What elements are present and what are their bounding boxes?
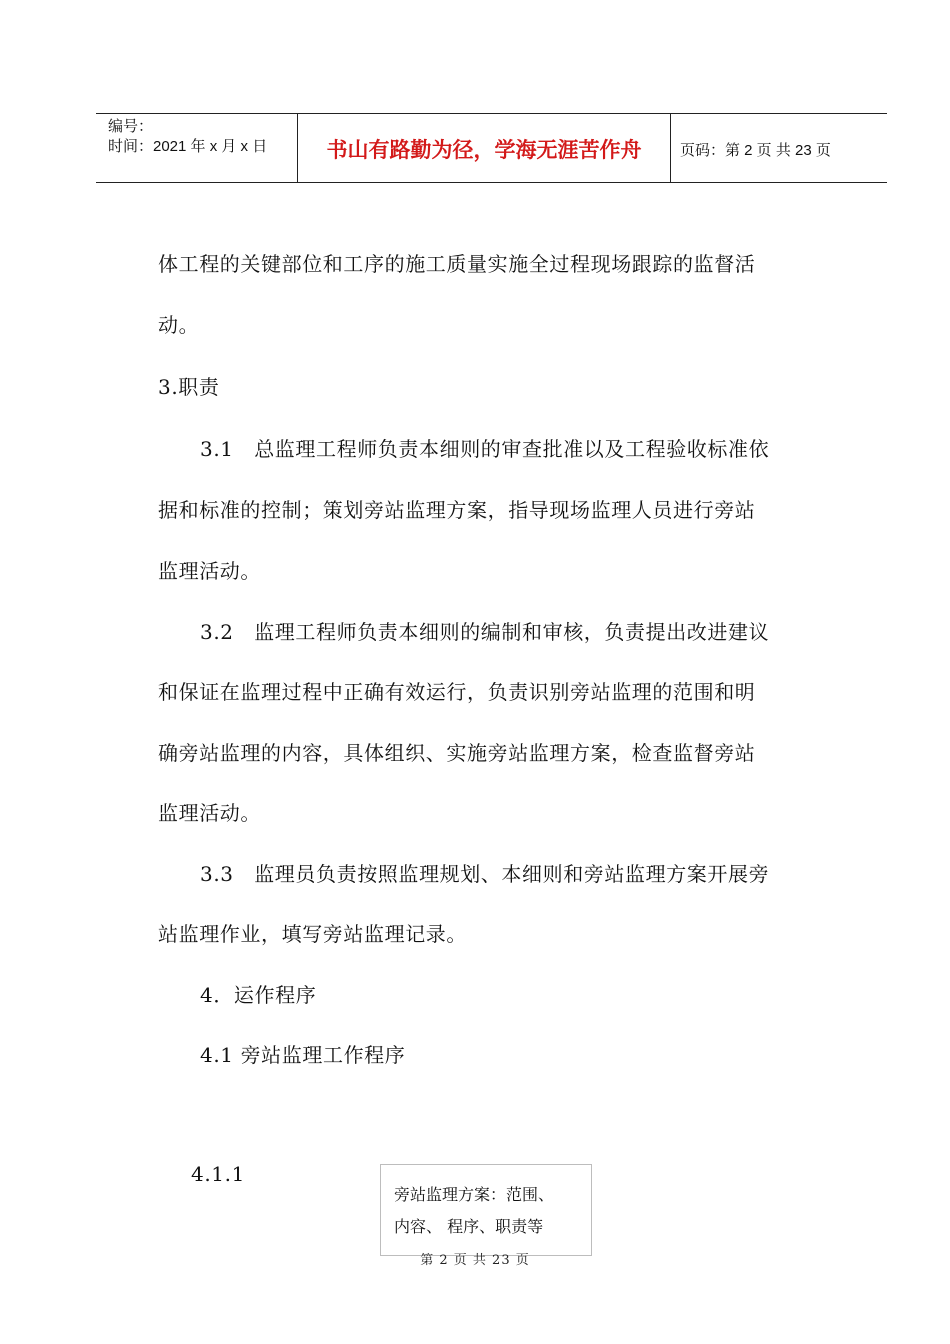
- header-divider: [670, 114, 671, 182]
- header-motto: 书山有路勤为径，学海无涯苦作舟: [326, 139, 642, 162]
- flow-box: [380, 1164, 592, 1256]
- flow-box-line: 旁站监理方案：范围、: [394, 1185, 555, 1204]
- body-line: 和保证在监理过程中正确有效运行，负责识别旁站监理的范围和明: [158, 680, 756, 704]
- serial-label: 编号：: [108, 118, 154, 135]
- body-line: 3.2 监理工程师负责本细则的编制和审核，负责提出改进建议: [200, 620, 770, 644]
- page-footer: 第 2 页 共 23 页: [420, 1253, 530, 1268]
- time-label: 时间：2021 年 x 月 x 日: [108, 138, 268, 155]
- header-table: [96, 113, 887, 183]
- body-line: 站监理作业，填写旁站监理记录。: [158, 922, 467, 946]
- body-line: 3.1 总监理工程师负责本细则的审查批准以及工程验收标准依: [200, 437, 770, 461]
- body-line: 3.3 监理员负责按照监理规划、本细则和旁站监理方案开展旁: [200, 862, 770, 886]
- body-line: 确旁站监理的内容，具体组织、实施旁站监理方案，检查监督旁站: [158, 741, 756, 765]
- flow-box-line: 内容、 程序、职责等: [394, 1217, 544, 1236]
- body-line: 动。: [158, 313, 200, 337]
- body-line: 监理活动。: [158, 559, 261, 583]
- body-line: 据和标准的控制；策划旁站监理方案，指导现场监理人员进行旁站: [158, 498, 756, 522]
- subsection-heading: 4.1 旁站监理工作程序: [200, 1043, 406, 1067]
- body-line: 监理活动。: [158, 801, 261, 825]
- body-line: 体工程的关键部位和工序的施工质量实施全过程现场跟踪的监督活: [158, 252, 756, 276]
- header-page-info: 页码：第 2 页 共 23 页: [680, 142, 831, 159]
- section-heading: 4．运作程序: [200, 983, 317, 1007]
- subsection-number: 4.1.1: [191, 1162, 245, 1186]
- section-heading: 3.职责: [158, 375, 220, 399]
- header-meta: [108, 117, 267, 157]
